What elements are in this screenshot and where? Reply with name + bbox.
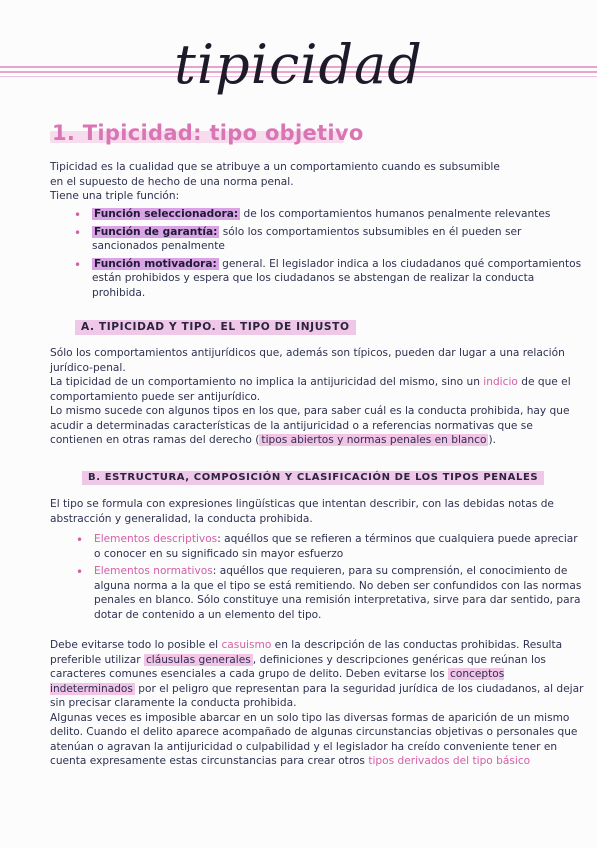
intro-line: Tiene una triple función: bbox=[50, 190, 180, 202]
function-text: general. El legislador indica a los ciudadanos qué comportamientos están prohibidos y espera que los ciudadanos se abstengan de realizar la conducta prohibida. bbox=[92, 257, 582, 299]
paragraph: La tipicidad de un comportamiento no implica la antijuricidad del mismo, sino un indicio de que el comportamiento puede ser antijurídico. bbox=[50, 376, 571, 403]
section-a-body bbox=[50, 346, 585, 448]
element-term: Elementos normativos bbox=[94, 565, 213, 577]
emphasis-text: cláusulas generales bbox=[145, 653, 251, 666]
list-item bbox=[74, 564, 584, 622]
paragraph: Algunas veces es imposible abarcar en un solo tipo las diversas formas de aparición de un mismo delito. Cuando el delito aparece acompañado de algunas circunstancias objetivas o personales que atenúan o agravan la antijuricidad o culpabilidad y el legislador ha creído conveniente tener en cuenta expresamente estas circunstancias para crear otros tipos derivados del tipo básico bbox=[50, 711, 578, 767]
bullet-icon: • bbox=[74, 257, 82, 272]
emphasis-text: tipos abiertos y normas penales en blanco bbox=[261, 434, 487, 446]
list-item bbox=[72, 207, 584, 222]
function-text: de los comportamientos humanos penalmente relevantes bbox=[240, 208, 551, 220]
function-term: Función seleccionadora: bbox=[94, 208, 239, 220]
page-title: tipicidad bbox=[174, 33, 423, 96]
bullet-icon: • bbox=[76, 565, 84, 579]
functions-list bbox=[72, 207, 584, 303]
element-text: : aquéllos que se refieren a términos que cualquiera puede apreciar o conocer en su significado sin mayor esfuerzo bbox=[94, 533, 578, 560]
paragraph: El tipo se formula con expresiones lingüísticas que intentan describir, con las debidas notas de abstracción y generalidad, la conducta prohibida. bbox=[50, 498, 554, 525]
section-b-body bbox=[50, 638, 585, 769]
subsection-heading-a: A. TIPICIDAD Y TIPO. EL TIPO DE INJUSTO bbox=[75, 320, 356, 335]
function-term: Función motivadora: bbox=[94, 257, 217, 270]
emphasis-text: casuismo bbox=[221, 639, 272, 651]
paragraph: Lo mismo sucede con algunos tipos en los que, para saber cuál es la conducta prohibida, hay que acudir a determinadas características de la antijuricidad o a referencias normativas que se contienen en otras ramas del derecho ( tipos abiertos y normas penales en blanco ). bbox=[50, 405, 570, 446]
intro-paragraph bbox=[50, 160, 585, 204]
function-term: Función de garantía: bbox=[94, 225, 218, 238]
intro-line: Tipicidad es la cualidad que se atribuye a un comportamiento cuando es subsumible bbox=[50, 161, 500, 173]
bullet-icon: • bbox=[74, 225, 82, 240]
subsection-heading-b: B. ESTRUCTURA, COMPOSICIÓN Y CLASIFICACIÓN DE LOS TIPOS PENALES bbox=[82, 471, 544, 485]
emphasis-text: conceptos indeterminados bbox=[50, 668, 505, 695]
emphasis-text: tipos derivados del tipo básico bbox=[368, 755, 531, 767]
bullet-icon: • bbox=[74, 208, 82, 222]
list-item bbox=[72, 225, 584, 254]
intro-line: en el supuesto de hecho de una norma penal. bbox=[50, 175, 294, 188]
elements-list bbox=[74, 532, 584, 625]
section-heading-text: 1. Tipicidad: tipo objetivo bbox=[52, 121, 364, 145]
element-term: Elementos descriptivos bbox=[94, 533, 218, 545]
section-heading bbox=[52, 118, 364, 148]
element-text: : aquéllos que requieren, para su comprensión, el conocimiento de alguna norma a la que el tipo se está remitiendo. No deben ser confundidos con las normas penales en blanco. Sólo constituye una remisión interpretativa, sirve para dar sentido, para dotar de contenido a un elemento del tipo. bbox=[94, 565, 582, 621]
list-item bbox=[74, 532, 584, 561]
bullet-icon: • bbox=[76, 533, 84, 547]
paragraph: Sólo los comportamientos antijurídicos que, además son típicos, pueden dar lugar a una relación jurídico-penal. bbox=[50, 347, 565, 374]
paragraph: Debe evitarse todo lo posible el casuismo en la descripción de las conductas prohibidas. Resulta preferible utilizar cláusulas generales , definiciones y descripciones genéricas que reúnan los caracteres comunes esenciales a cada grupo de delito. Deben evitarse los conceptos indeterminados por el peligro que representan para la seguridad jurídica de los ciudadanos, al dejar sin precisar claramente la conducta prohibida. bbox=[50, 639, 584, 709]
function-text: sólo los comportamientos subsumibles en él pueden ser sancionados penalmente bbox=[92, 225, 522, 252]
section-b-intro bbox=[50, 497, 585, 526]
emphasis-text: indicio bbox=[483, 376, 518, 388]
list-item bbox=[72, 257, 584, 301]
